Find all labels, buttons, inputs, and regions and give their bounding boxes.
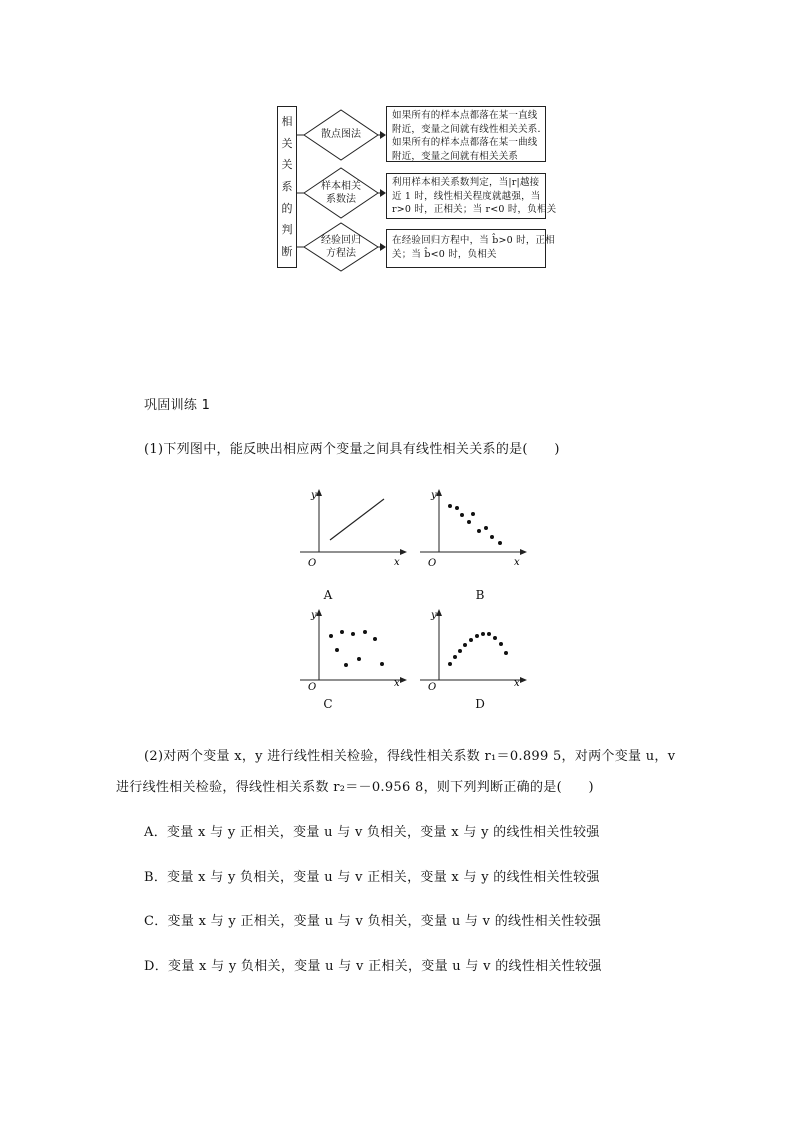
method-desc-box-1 bbox=[386, 106, 546, 162]
scatter-point bbox=[335, 648, 339, 652]
y-axis-label: y bbox=[431, 610, 437, 621]
method-desc-box-3 bbox=[386, 229, 555, 268]
section-title: 巩固训练 1 bbox=[144, 398, 211, 413]
scatter-point bbox=[463, 643, 467, 647]
scatter-point bbox=[380, 662, 384, 666]
origin-label: O bbox=[428, 682, 437, 692]
scatter-point bbox=[487, 632, 491, 636]
y-axis-arrow bbox=[436, 489, 442, 496]
scatter-point bbox=[344, 663, 348, 667]
scatter-point bbox=[329, 634, 333, 638]
origin-label: O bbox=[428, 558, 437, 569]
scatter-point bbox=[481, 632, 485, 636]
scatter-point bbox=[471, 512, 475, 516]
y-axis-arrow bbox=[436, 609, 442, 616]
desc-line: 附近，变量之间就有相关关系 bbox=[392, 150, 519, 162]
scatter-point bbox=[499, 642, 503, 646]
plot-a-label: A bbox=[323, 588, 333, 602]
q2-option-d: D．变量 x 与 y 负相关，变量 u 与 v 正相关，变量 u 与 v 的线性相关性较强 bbox=[144, 959, 602, 974]
y-axis-arrow bbox=[316, 609, 322, 616]
q2-option-b: B．变量 x 与 y 负相关，变量 u 与 v 正相关，变量 x 与 y 的线性相关性较强 bbox=[144, 870, 600, 885]
origin-label: O bbox=[308, 558, 317, 569]
x-axis-arrow bbox=[400, 677, 407, 683]
method-label-line: 经验回归 bbox=[321, 235, 361, 246]
desc-line: 近 1 时，线性相关程度就越强，当 bbox=[392, 190, 541, 202]
side-title-char: 关 bbox=[281, 158, 293, 172]
side-title-char: 相 bbox=[281, 114, 293, 128]
method-label-line: 样本相关 bbox=[321, 181, 361, 192]
scatter-point bbox=[484, 526, 488, 530]
desc-line: 如果所有的样本点都落在某一直线 bbox=[392, 110, 538, 121]
method-label-line: 方程法 bbox=[326, 248, 356, 259]
scatter-point bbox=[448, 662, 452, 666]
method-label-regression bbox=[306, 234, 376, 260]
scatter-point bbox=[357, 657, 361, 661]
y-axis-label: y bbox=[311, 490, 317, 501]
x-axis-label: x bbox=[394, 557, 400, 568]
q1-stem: (1)下列图中，能反映出相应两个变量之间具有线性相关关系的是( ) bbox=[144, 442, 560, 457]
method-label-coefficient bbox=[306, 180, 376, 206]
q2-option-c: C．变量 x 与 y 正相关，变量 u 与 v 负相关，变量 u 与 v 的线性相关性较强 bbox=[144, 914, 602, 929]
method-label-line: 系数法 bbox=[326, 194, 356, 205]
scatter-point bbox=[458, 649, 462, 653]
desc-line: 如果所有的样本点都落在某一曲线 bbox=[392, 137, 538, 148]
x-axis-label: x bbox=[514, 557, 520, 568]
side-title-char: 断 bbox=[281, 245, 293, 259]
q2-stem-line2: 进行线性相关检验，得线性相关系数 r₂＝－0.956 8，则下列判断正确的是( ) bbox=[116, 780, 594, 795]
side-title-char: 系 bbox=[281, 179, 293, 193]
y-axis-arrow bbox=[316, 489, 322, 496]
method-desc-box-2 bbox=[386, 173, 557, 219]
scatter-point bbox=[455, 506, 459, 510]
scatter-point bbox=[340, 630, 344, 634]
scatter-point bbox=[460, 513, 464, 517]
desc-line: 关；当 b̂<0 时，负相关 bbox=[392, 248, 497, 260]
plot-c bbox=[298, 608, 410, 692]
x-axis-label: x bbox=[514, 678, 520, 689]
y-axis-label: y bbox=[311, 610, 317, 621]
desc-line: 在经验回归方程中，当 b̂>0 时，正相 bbox=[392, 235, 555, 246]
plot-d-label: D bbox=[475, 697, 485, 711]
x-axis-arrow bbox=[520, 677, 527, 683]
plot-a-line bbox=[330, 499, 384, 540]
scatter-point bbox=[490, 535, 494, 539]
plot-c-label: C bbox=[323, 697, 333, 711]
q2-stem-line1: (2)对两个变量 x，y 进行线性相关检验，得线性相关系数 r₁＝0.899 5，对两个变量 u，v bbox=[144, 749, 676, 764]
plot-a bbox=[298, 488, 410, 572]
side-title-char: 关 bbox=[281, 136, 293, 150]
x-axis-arrow bbox=[400, 549, 407, 555]
plot-b-label: B bbox=[475, 588, 485, 602]
y-axis-label: y bbox=[431, 490, 437, 501]
scatter-point bbox=[467, 520, 471, 524]
desc-line: 附近，变量之间就有线性相关关系． bbox=[392, 123, 548, 135]
scatter-point bbox=[475, 634, 479, 638]
desc-line: 利用样本相关系数判定，当|r|越接 bbox=[392, 177, 540, 188]
scatter-point bbox=[504, 651, 508, 655]
q2-option-a: A．变量 x 与 y 正相关，变量 u 与 v 负相关，变量 x 与 y 的线性相关性较强 bbox=[144, 825, 600, 840]
plot-d bbox=[418, 608, 530, 692]
method-label-scatter bbox=[306, 128, 376, 141]
scatter-point bbox=[498, 541, 502, 545]
side-title-char: 判 bbox=[281, 223, 293, 237]
x-axis-label: x bbox=[394, 678, 400, 689]
side-title-char: 的 bbox=[281, 201, 293, 215]
x-axis-arrow bbox=[520, 549, 527, 555]
scatter-point bbox=[363, 630, 367, 634]
scatter-point bbox=[453, 655, 457, 659]
desc-line: r>0 时，正相关；当 r<0 时，负相关 bbox=[392, 204, 557, 215]
scatter-point bbox=[373, 637, 377, 641]
scatter-point bbox=[493, 636, 497, 640]
scatter-point bbox=[477, 529, 481, 533]
scatter-point bbox=[448, 504, 452, 508]
scatter-point bbox=[469, 638, 473, 642]
method-label-line: 散点图法 bbox=[321, 129, 361, 140]
plot-b bbox=[418, 488, 530, 572]
origin-label: O bbox=[308, 682, 317, 692]
scatter-point bbox=[351, 632, 355, 636]
